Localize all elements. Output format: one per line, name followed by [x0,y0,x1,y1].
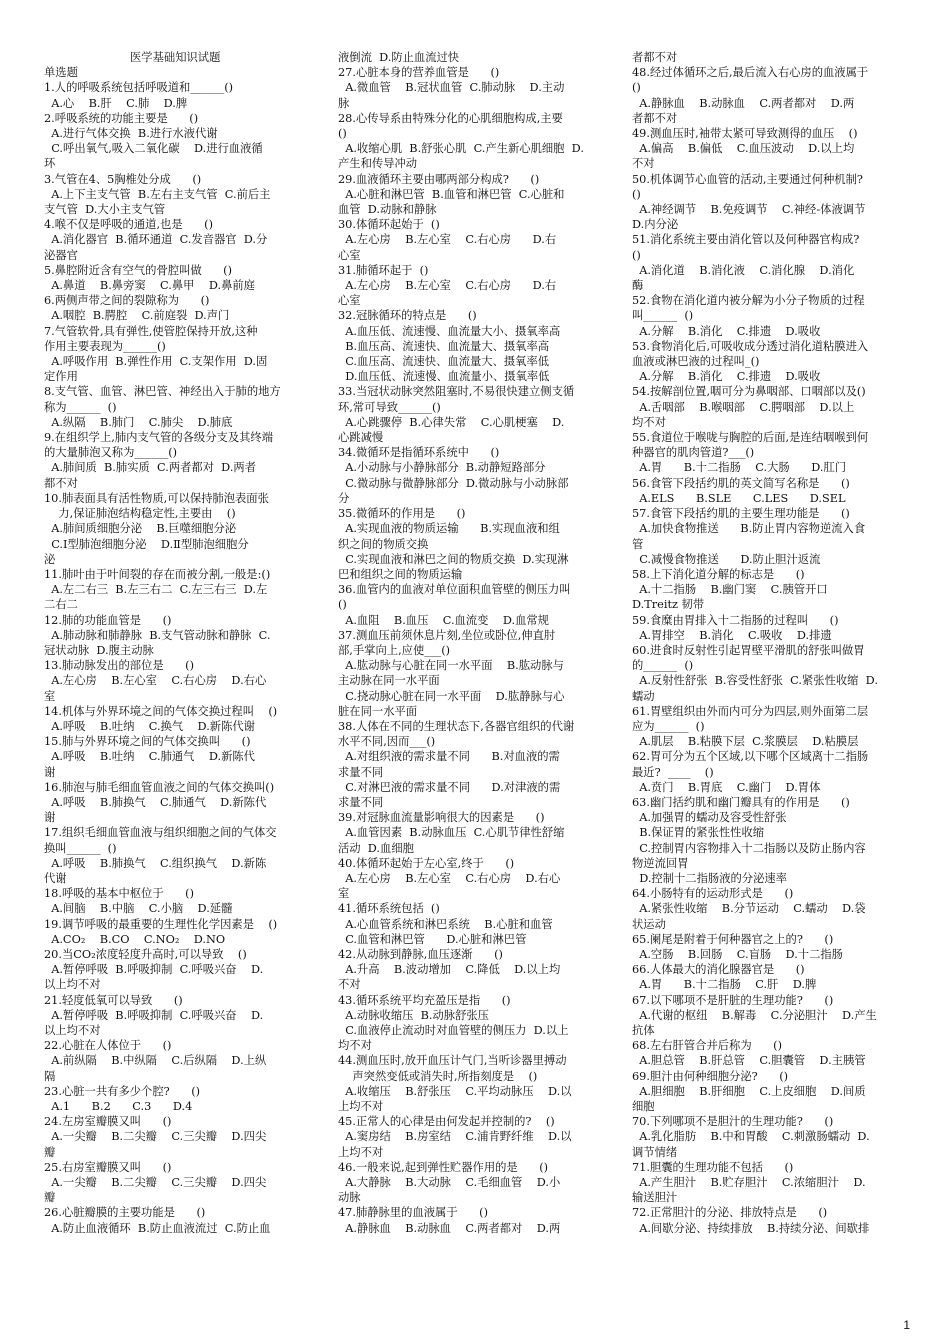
text-line: 物逆流回胃 [632,856,689,870]
text-line: 力,保证肺泡结构稳定性,主要由 () [44,507,236,521]
text-line: A.左心房 B.左心室 C.右心房 D.右心 [338,871,561,885]
text-line: D.血压低、流速慢、血流量小、摄氧率低 [338,370,550,384]
text-line: 单选题 [44,66,78,80]
text-line: 液倒流 D.防止血流过快 [338,51,460,64]
text-line: A.产生胆汁 B.贮存胆汁 C.浓缩胆汁 D. [632,1176,866,1190]
text-line: 活动 D.血细胞 [338,841,414,855]
text-line: 的______ () [632,659,694,673]
text-line: 冠状动脉 D.腹主动脉 [44,643,154,657]
text-line: 抗体 [632,1024,655,1037]
text-line: A.纵隔 B.肺门 C.肺尖 D.肺底 [44,415,233,429]
text-line: 34.微循环是指循环系统中 () [338,446,500,460]
text-line: A.反射性舒张 B.容受性舒张 C.紧张性收缩 D. [632,674,878,688]
text-line: 不对 [632,157,655,171]
text-line: 称为______ () [44,400,117,414]
text-line: 织之间的物质交换 [338,537,429,551]
text-line: 6.两侧声带之间的裂隙称为 () [44,294,210,308]
text-line: C.控制胃内容物排入十二指肠以及防止肠内容 [632,841,866,855]
text-line: A.心 B.肝 C.肺 D.脾 [44,96,188,110]
text-line: 50.机体调节心血管的活动,主要通过何种机制? [632,172,863,186]
text-line: 脉 [338,96,350,110]
text-line: 44.测血压时,放开血压计气门,当听诊器里搏动 [338,1054,567,1068]
text-line: A.肺间质 B.肺实质 C.两者都对 D.两者 [44,461,257,475]
text-line: 57.食管下段括约肌的主要生理功能是 () [632,507,850,521]
text-line: A.加强胃的蠕动及容受性舒张 [632,811,787,825]
text-line: 16.肺泡与肺毛细血管血液之间的气体交换叫() [44,780,275,794]
text-line: 泌 [44,552,56,566]
text-line: 8.支气管、血管、淋巴管、神经出入于肺的地方 [44,385,281,399]
text-line: 29.血液循环主要由哪两部分构成? () [338,172,540,186]
text-line: A.分解 B.消化 C.排遗 D.吸收 [632,370,821,384]
text-line: A.心血管系统和淋巴系统 B.心脏和血管 [338,917,553,931]
text-line: A.收缩心肌 B.舒张心肌 C.产生新心肌细胞 D. [338,142,584,156]
text-line: 65.阑尾是附着于何种器官之上的? () [632,932,834,946]
text-line: 9.在组织学上,肺内支气管的各级分支及其终端 [44,431,274,445]
text-line: A.升高 B.波动增加 C.降低 D.以上均 [338,963,561,977]
text-line: A.胃 B.十二指肠 C.大肠 D.肛门 [632,461,847,475]
text-line: A.1 B.2 C.3 D.4 [44,1100,193,1114]
text-line: A.胆细胞 B.肝细胞 C.上皮细胞 D.间质 [632,1084,866,1098]
text-line: 部,手掌向上,应使___() [338,643,451,657]
text-line: 最近? ____ () [632,765,714,779]
text-line: A.呼吸 B.肺换气 C.肺通气 D.新陈代 [44,795,267,809]
text-line: 24.左房室瓣膜又叫 () [44,1115,172,1129]
text-line: 上均不对 [338,1145,384,1159]
text-line: 72.正常胆汁的分泌、排放特点是 () [632,1206,828,1220]
text-line: 48.经过体循环之后,最后流入右心房的血液属于 [632,66,869,80]
text-line: A.胃 B.十二指肠 C.肝 D.脾 [632,978,817,992]
text-line: A.动脉收缩压 B.动脉舒张压 [338,1008,489,1022]
text-line: 55.食道位于喉咙与胸腔的后面,是连结咽喉到何 [632,431,869,445]
text-line: 26.心脏瓣膜的主要功能是 () [44,1206,206,1220]
text-line: 38.人体在不同的生理状态下,各器官组织的代谢 [338,719,575,733]
text-line: A.上下主支气管 B.左右主支气管 C.前后主 [44,187,271,201]
text-line: 11.肺叶由于叶间裂的存在而被分割,一般是:() [44,567,271,581]
text-line: 53.食物消化后,可吸收成分透过消化道粘膜进入 [632,339,869,353]
text-line: 67.以下哪项不是肝脏的生理功能? () [632,993,834,1007]
text-line: 血液或淋巴液的过程叫_() [632,355,760,369]
text-line: 求量不同 [338,765,384,779]
text-line: A.消化器官 B.循环通道 C.发音器官 D.分 [44,233,268,247]
text-line: 求量不同 [338,795,384,809]
text-line: B.血压高、流速快、血流量大、摄氧率高 [338,339,550,353]
text-line: 以上均不对 [44,978,101,992]
text-line: 22.心脏在人体位于 () [44,1039,172,1053]
text-line: 瓣 [44,1191,56,1205]
text-line: A.间歇分泌、持续排放 B.持续分泌、间歇排 [632,1221,870,1235]
text-line: A.呼吸 B.吐纳 C.换气 D.新陈代谢 [44,719,255,733]
text-line: 支气管 D.大小主支气管 [44,203,166,217]
text-line: 70.下列哪项不是胆汁的生理功能? () [632,1115,834,1129]
text-line: D.内分泌 [632,218,679,232]
text-line: 56.食管下段括约肌的英文简写名称是 () [632,476,850,490]
text-line: 主动脉在同一水平面 [338,674,440,688]
text-line: A.左心房 B.左心室 C.右心房 D.右 [338,233,557,247]
text-line: () [338,127,347,141]
text-line: 应为______ () [632,719,705,733]
text-line: 61.胃壁组织由外而内可分为四层,则外面第二层 [632,704,869,718]
text-line: () [632,81,641,95]
text-line: A.乳化脂肪 B.中和胃酸 C.刺激肠蠕动 D. [632,1130,870,1144]
text-line: A.左心房 B.左心室 C.右心房 D.右 [338,279,557,293]
text-line: A.静脉血 B.动脉血 C.两者都对 D.两 [632,96,855,110]
text-line: 62.胃可分为五个区域,以下哪个区域离十二指肠 [632,750,869,764]
text-line: 巴和组织之间的物质运输 [338,567,463,581]
text-line: 管 [632,537,644,551]
text-line: 分 [338,491,350,505]
text-line: A.神经调节 B.免疫调节 C.神经-体液调节 [632,203,866,217]
text-line: 25.右房室瓣膜又叫 () [44,1160,172,1174]
text-line: 瓣 [44,1145,56,1159]
text-line: 环,常可导致______() [338,400,441,414]
text-line: 43.循环系统平均充盈压是指 () [338,993,511,1007]
text-line: 泌器官 [44,248,78,262]
text-line: A.对组织液的需求量不同 B.对血液的需 [338,750,560,764]
text-line: 心跳减慢 [338,431,384,445]
text-line: 27.心脏本身的营养血管是 () [338,66,500,80]
text-line: A.一尖瓣 B.二尖瓣 C.三尖瓣 D.四尖 [44,1130,267,1144]
text-line: 作用主要表现为______() [44,339,166,353]
text-line: 种器官的肌肉管道?___() [632,446,755,460]
text-line: 21.轻度低氧可以导致 () [44,993,183,1007]
text-line: A.舌咽部 B.喉咽部 C.腭咽部 D.以上 [632,400,855,414]
text-line: 室 [44,689,56,703]
text-line: 68.左右肝管合并后称为 () [632,1039,782,1053]
text-line: A.紧张性收缩 B.分节运动 C.蠕动 D.袋 [632,902,866,916]
text-line: () [632,187,641,201]
text-line: 54.按解剖位置,咽可分为鼻咽部、口咽部以及() [632,385,866,399]
text-line: 59.食糜由胃排入十二指肠的过程叫 () [632,613,839,627]
text-line: A.微血管 B.冠状血管 C.肺动脉 D.主动 [338,81,565,95]
text-line: 39.对冠脉血流量影响很大的因素是 () [338,811,545,825]
text-line: 33.当冠状动脉突然阻塞时,不易很快建立侧支循 [338,385,575,399]
text-line: 叫______ () [632,309,694,323]
text-line: C.Ⅰ型肺泡细胞分泌 D.Ⅱ型肺泡细胞分 [44,537,249,551]
text-line: A.小动脉与小静脉部分 B.动静短路部分 [338,461,546,475]
text-line: A.防止血液循环 B.防止血液流过 C.防止血 [44,1221,271,1235]
page-number: 1 [903,1318,910,1332]
text-line: 23.心脏一共有多少个腔? () [44,1084,201,1098]
text-line: A.心脏和淋巴管 B.血管和淋巴管 C.心脏和 [338,187,565,201]
text-line: 环 [44,157,56,171]
text-line: 40.体循环起始于左心室,终于 () [338,856,515,870]
text-line: A.分解 B.消化 C.排遗 D.吸收 [632,324,821,338]
text-line: 心室 [338,248,361,262]
text-line: 状运动 [632,917,666,931]
text-line: A.大静脉 B.大动脉 C.毛细血管 D.小 [338,1176,561,1190]
text-line: 7.气管软骨,具有弹性,使管腔保持开放,这种 [44,324,258,338]
text-line: 4.喉不仅是呼吸的通道,也是 () [44,218,213,232]
text-line: D.Treitz 韧带 [632,598,705,612]
text-line: 63.幽门括约肌和幽门瓣具有的作用是 () [632,795,850,809]
text-line: A.血管因素 B.动脉血压 C.心肌节律性舒缩 [338,826,565,840]
text-line: 14.机体与外界环境之间的气体交换过程叫 () [44,704,278,718]
text-line: 声突然变低或消失时,所指刻度是 () [338,1069,538,1083]
text-line: 均不对 [632,415,666,429]
text-line: 血管 D.动脉和静脉 [338,203,437,217]
text-line: 二右二 [44,598,78,612]
text-line: B.保证胃的紧张性性收缩 [632,826,765,840]
text-line: 以上均不对 [44,1024,101,1037]
text-line: 71.胆囊的生理功能不包括 () [632,1160,794,1174]
text-line: 1.人的呼吸系统包括呼吸道和______() [44,81,234,95]
text-line: 35.微循环的作用是 () [338,507,466,521]
text-line: A.加快食物推送 B.防止胃内容物逆流入食 [632,522,866,536]
text-line: A.消化道 B.消化液 C.消化腺 D.消化 [632,263,855,277]
column-middle [338,50,610,1236]
text-line: A.胃排空 B.消化 C.吸收 D.排遗 [632,628,832,642]
text-line: 28.心传导系由特殊分化的心肌细胞构成,主要 [338,111,563,125]
text-line: A.进行气体交换 B.进行水液代谢 [44,127,218,141]
text-line: A.前纵隔 B.中纵隔 C.后纵隔 D.上纵 [44,1054,267,1068]
text-line: 动脉 [338,1191,361,1205]
text-line: 者都不对 [632,111,678,125]
text-line: C.微动脉与微静脉部分 D.微动脉与小动脉部 [338,476,569,490]
text-line: 均不对 [338,1039,372,1053]
text-line: A.窦房结 B.房室结 C.浦肯野纤维 D.以 [338,1130,572,1144]
text-line: 20.当CO₂浓度轻度升高时,可以导致 () [44,947,247,961]
text-line: 代谢 [44,871,67,885]
text-line: 12.肺的功能血管是 () [44,613,172,627]
text-line: 产生和传导冲动 [338,157,418,171]
text-line: 水平不同,因而___() [338,735,436,749]
text-line: 调节情绪 [632,1145,678,1159]
document-title: 医学基础知识试题 [130,51,221,64]
text-line: 15.肺与外界环境之间的气体交换叫 () [44,735,251,749]
text-line: () [338,598,347,612]
text-line: 52.食物在消化道内被分解为小分子物质的过程 [632,294,865,308]
text-line: 输送胆汁 [632,1191,678,1205]
text-line: 58.上下消化道分解的标志是 () [632,567,805,581]
text-line: A.胆总管 B.肝总管 C.胆囊管 D.主胰管 [632,1054,866,1068]
text-line: A.贲门 B.胃底 C.幽门 D.胃体 [632,780,821,794]
text-line: A.血阻 B.血压 C.血流变 D.血常规 [338,613,549,627]
text-line: A.呼吸 B.肺换气 C.组织换气 D.新陈 [44,856,267,870]
text-line: 46.一般来说,起到弹性贮器作用的是 () [338,1160,549,1174]
text-line: 51.消化系统主要由消化管以及何种器官构成? [632,233,860,247]
text-line: C.血管和淋巴管 D.心脏和淋巴管 [338,932,527,946]
text-line: A.肱动脉与心脏在同一水平面 B.肱动脉与 [338,659,564,673]
text-line: 室 [338,887,350,901]
text-line: A.代谢的枢纽 B.解毒 C.分泌胆汁 D.产生 [632,1008,877,1022]
text-line: 19.调节呼吸的最重要的生理性化学因素是 () [44,917,278,931]
text-line: A.空肠 B.回肠 C.盲肠 D.十二指肠 [632,947,843,961]
text-line: A.十二指肠 B.幽门窦 C.胰管开口 [632,583,828,597]
text-line: 66.人体最大的消化腺器官是 () [632,963,805,977]
text-line: () [632,248,641,262]
text-line: 32.冠脉循环的特点是 () [338,309,477,323]
text-line: A.CO₂ B.CO C.NO₂ D.NO [44,932,226,946]
text-line: 64.小肠特有的运动形式是 () [632,887,794,901]
text-line: A.心跳骤停 B.心律失常 C.心肌梗塞 D. [338,415,565,429]
text-line: A.咽腔 B.腭腔 C.前庭裂 D.声门 [44,309,230,323]
text-line: A.静脉血 B.动脉血 C.两者都对 D.两 [338,1221,561,1235]
text-line: C.呼出氧气,吸入二氧化碳 D.进行血液循 [44,142,263,156]
text-line: A.暂停呼吸 B.呼吸抑制 C.呼吸兴奋 D. [44,963,264,977]
text-line: A.鼻道 B.鼻旁窦 C.鼻甲 D.鼻前庭 [44,279,255,293]
text-line: A.实现血液的物质运输 B.实现血液和组 [338,522,560,536]
text-line: A.血压低、流速慢、血流量大小、摄氧率高 [338,324,561,338]
text-line: 的大量肺泡又称为______() [44,446,178,460]
text-line: 不对 [338,978,361,992]
text-line: 45.正常人的心律是由何发起并控制的? () [338,1115,555,1129]
text-line: C.血液停止流动时对血管壁的侧压力 D.以上 [338,1024,569,1037]
text-line: A.肺间质细胞分泌 B.巨噬细胞分泌 [44,522,237,536]
text-line: 蠕动 [632,689,655,703]
text-line: 定作用 [44,370,78,384]
text-line: 36.血管内的血液对单位面积血管壁的侧压力叫 [338,583,571,597]
text-line: A.左心房 B.左心室 C.右心房 D.右心 [44,674,267,688]
text-line: 谢 [44,811,56,825]
text-line: 60.进食时反射性引起胃壁平滑肌的舒张叫做胃 [632,643,865,657]
text-line: A.肺动脉和肺静脉 B.支气管动脉和静脉 C. [44,628,271,642]
text-line: 49.测血压时,袖带太紧可导致测得的血压 () [632,127,858,141]
text-line: 69.胆汁由何种细胞分泌? () [632,1069,789,1083]
text-line: C.挠动脉心脏在同一水平面 D.肱静脉与心 [338,689,565,703]
text-line: A.间脑 B.中脑 C.小脑 D.延髓 [44,902,233,916]
text-line: A.ELS B.SLE C.LES D.SEL [632,491,846,505]
text-line: 脏在同一水平面 [338,704,418,718]
text-line: A.呼吸作用 B.弹性作用 C.支架作用 D.固 [44,355,268,369]
text-line: A.肌层 B.粘膜下层 C.浆膜层 D.粘膜层 [632,735,859,749]
text-line: 心室 [338,294,361,308]
text-line: C.实现血液和淋巴之间的物质交换 D.实现淋 [338,552,569,566]
text-line: 细胞 [632,1100,655,1114]
text-line: 30.体循环起始于 () [338,218,440,232]
text-line: A.收缩压 B.舒张压 C.平均动脉压 D.以 [338,1084,572,1098]
text-line: 41.循环系统包括 () [338,902,440,916]
text-line: 2.呼吸系统的功能主要是 () [44,111,199,125]
text-line: 酶 [632,279,644,293]
text-line: 10.肺表面具有活性物质,可以保持肺泡表面张 [44,491,269,505]
text-line: 42.从动脉到静脉,血压逐渐 () [338,947,503,961]
text-line: 18.呼吸的基本中枢位于 () [44,887,194,901]
text-line: 隔 [44,1069,56,1083]
text-line: A.暂停呼吸 B.呼吸抑制 C.呼吸兴奋 D. [44,1008,264,1022]
text-line: 13.肺动脉发出的部位是 () [44,659,194,673]
text-line: A.左二右三 B.左三右二 C.左三右三 D.左 [44,583,268,597]
text-line: 37.测血压前须休息片刻,坐位或卧位,伸直肘 [338,628,556,642]
text-line: C.减慢食物推送 D.防止胆汁返流 [632,552,821,566]
text-line: C.血压高、流速快、血流量大、摄氧率低 [338,355,550,369]
text-line: 者都不对 [632,51,678,64]
text-line: D.控制十二指肠液的分泌速率 [632,871,787,885]
text-line: A.偏高 B.偏低 C.血压波动 D.以上均 [632,142,855,156]
text-line: 谢 [44,765,56,779]
text-line: 都不对 [44,476,78,490]
text-line: A.呼吸 B.吐纳 C.肺通气 D.新陈代 [44,750,255,764]
text-line: 5.鼻腔附近含有空气的骨腔叫做 () [44,263,232,277]
text-line: 17.组织毛细血管血液与组织细胞之间的气体交 [44,826,277,840]
text-line: 3.气管在4、5胸椎处分成 () [44,172,202,186]
column-right [632,50,904,1236]
text-line: A.一尖瓣 B.二尖瓣 C.三尖瓣 D.四尖 [44,1176,267,1190]
text-line: 换叫______ () [44,841,117,855]
text-line: C.对淋巴液的需求量不同 D.对津液的需 [338,780,561,794]
text-line: 31.肺循环起于 () [338,263,429,277]
column-left [44,50,312,1236]
text-line: 47.肺静脉里的血液属于 () [338,1206,488,1220]
text-line: 上均不对 [338,1100,384,1114]
